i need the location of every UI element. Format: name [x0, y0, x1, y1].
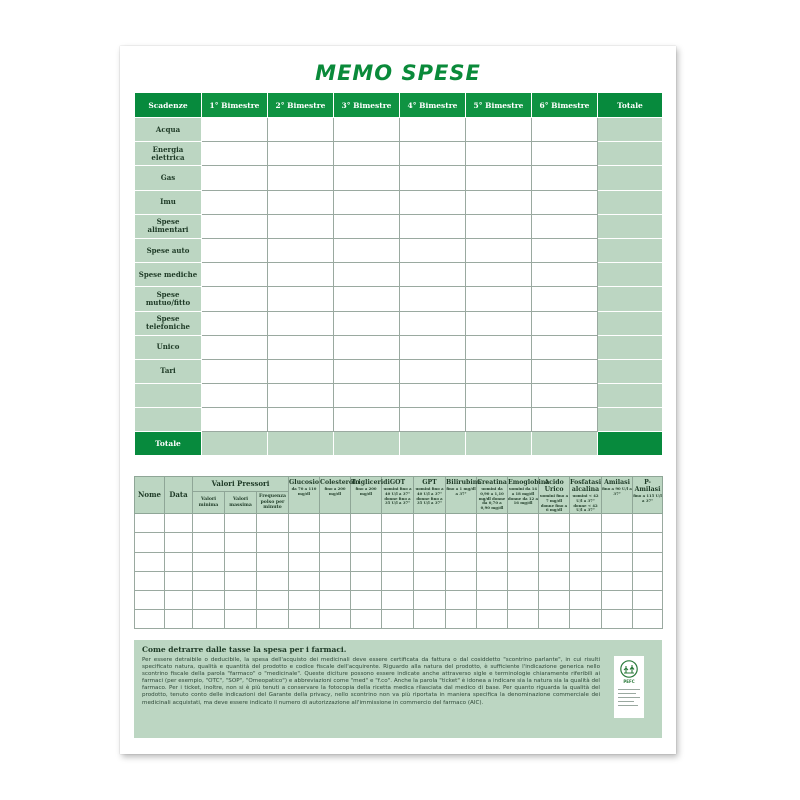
exam-cell[interactable]	[225, 590, 257, 609]
header-pressure-sub: Valori minima	[193, 492, 225, 514]
header-exam-1	[320, 477, 360, 514]
tax-info-box	[134, 640, 662, 738]
bimestre-cell[interactable]	[334, 214, 400, 238]
exam-cell[interactable]	[633, 533, 663, 552]
bimestre-cell[interactable]	[268, 311, 334, 335]
exam-cell[interactable]	[508, 552, 539, 571]
exam-cell[interactable]	[320, 552, 351, 571]
exam-cell[interactable]	[602, 610, 633, 629]
bimestre-cell[interactable]	[202, 263, 268, 287]
exam-cell[interactable]	[602, 514, 633, 533]
bimestre-cell[interactable]	[400, 190, 466, 214]
bimestre-cell[interactable]	[202, 118, 268, 142]
bimestre-cell[interactable]	[334, 118, 400, 142]
total-label: Totale	[135, 432, 202, 456]
bimestre-cell[interactable]	[466, 359, 532, 383]
header-totale: Totale	[598, 93, 663, 118]
bimestre-cell[interactable]	[268, 190, 334, 214]
bimestre-cell[interactable]	[466, 118, 532, 142]
exam-cell[interactable]	[225, 533, 257, 552]
bimestre-cell[interactable]	[334, 263, 400, 287]
exam-name: P-Amilasi	[634, 479, 661, 493]
exam-name: Amilasi	[604, 479, 630, 486]
exam-cell[interactable]	[165, 610, 193, 629]
exam-reference: uomini fino a 40 U/l a 37° donne fino a 35 U/l a 37°	[415, 486, 444, 506]
exam-cell[interactable]	[289, 571, 320, 590]
bimestre-cell[interactable]	[466, 166, 532, 190]
header-bimestre-1: 1° Bimestre	[202, 93, 268, 118]
bimestre-cell[interactable]	[334, 287, 400, 311]
exam-cell[interactable]	[570, 610, 602, 629]
header-exam-9	[570, 477, 602, 514]
exam-reference: uomini fino a 7 mg/dl donne fino a 6 mg/dl	[539, 493, 569, 513]
exam-cell[interactable]	[446, 514, 477, 533]
exams-table	[134, 476, 663, 629]
bimestre-cell[interactable]	[202, 190, 268, 214]
bimestre-cell[interactable]	[532, 142, 598, 166]
exam-cell[interactable]	[320, 571, 351, 590]
exam-cell[interactable]	[508, 514, 539, 533]
exam-cell[interactable]	[602, 552, 633, 571]
bimestre-cell[interactable]	[268, 214, 334, 238]
header-bimestre-2: 2° Bimestre	[268, 93, 334, 118]
exam-cell[interactable]	[446, 590, 477, 609]
expense-row	[135, 384, 663, 408]
info-body: Per essere detraibile o deducibile, la spesa dell'acquisto dei medicinali deve essere certificata da fattura o dal cosiddetto "scontrino parlante", in cui risulti specificato natura, qualità e quantità del prodotto e codice fiscale dell'acquirente. Riguardo alla natura del prodotto, è sufficiente l'indicazione generica nello scontrino fiscale della parola "farmaco" o "medicinale". Queste diciture possono essere indicate anche attraverso sigle e terminologie chiaramente riferibili ai farmaci (per esempio, "OTC", "SOP", "Omeopatico") e abbreviazioni come "med" e "f.co". Anche la parola "ticket" è idonea a indicare sia la natura sia la qualità del farmaco. Per i ticket, inoltre, non si è più tenuti a conservare la fotocopia della ricetta medica rilasciata dal medico di base. Per quanto riguarda la qualità del prodotto, tenuto conto delle indicazioni del Garante della privacy, nello scontrino non va più riportata in maniera specifica la denominazione commerciale dei medicinali acquistati, ma deve essere indicato il numero di autorizzazione all'immissione in commercio del farmaco (AIC).	[142, 657, 600, 706]
exam-cell[interactable]	[135, 610, 165, 629]
row-total-cell	[598, 263, 663, 287]
header-pressure-sub: Frequenza polso per minuto	[257, 492, 289, 514]
pefc-logo-box	[614, 656, 644, 718]
exam-cell[interactable]	[382, 552, 414, 571]
exam-cell[interactable]	[414, 590, 446, 609]
exam-name: GPT	[422, 479, 437, 486]
bimestre-cell[interactable]	[532, 166, 598, 190]
bimestre-cell[interactable]	[202, 384, 268, 408]
exam-cell[interactable]	[508, 610, 539, 629]
exam-cell[interactable]	[289, 610, 320, 629]
header-exam-4	[414, 477, 446, 514]
exam-cell[interactable]	[193, 571, 225, 590]
memo-sheet	[120, 46, 676, 754]
exam-cell[interactable]	[508, 571, 539, 590]
bimestre-cell[interactable]	[400, 359, 466, 383]
exam-cell[interactable]	[351, 590, 382, 609]
bimestre-cell[interactable]	[268, 359, 334, 383]
header-bimestre-3: 3° Bimestre	[334, 93, 400, 118]
expense-row	[135, 408, 663, 432]
exam-row	[135, 610, 663, 629]
expense-label: Spese auto	[135, 238, 202, 262]
exam-cell[interactable]	[289, 514, 320, 533]
exam-cell[interactable]	[382, 590, 414, 609]
exam-cell[interactable]	[633, 590, 663, 609]
expense-row	[135, 263, 663, 287]
exam-cell[interactable]	[320, 533, 351, 552]
header-bimestre-4: 4° Bimestre	[400, 93, 466, 118]
bimestre-cell[interactable]	[532, 359, 598, 383]
exam-cell[interactable]	[446, 533, 477, 552]
bimestre-cell[interactable]	[532, 335, 598, 359]
pefc-trees-icon	[620, 660, 638, 678]
bimestre-cell[interactable]	[400, 263, 466, 287]
bimestre-cell[interactable]	[532, 118, 598, 142]
bimestre-cell[interactable]	[268, 238, 334, 262]
bimestre-cell[interactable]	[466, 214, 532, 238]
bimestre-cell[interactable]	[334, 335, 400, 359]
exam-cell[interactable]	[225, 610, 257, 629]
expense-row	[135, 287, 663, 311]
exam-cell[interactable]	[539, 514, 570, 533]
exam-cell[interactable]	[446, 571, 477, 590]
expense-label: Energia elettrica	[135, 142, 202, 166]
bimestre-cell[interactable]	[532, 287, 598, 311]
bimestre-cell[interactable]	[400, 166, 466, 190]
row-total-cell	[598, 142, 663, 166]
exam-name: Emoglobina	[508, 479, 550, 486]
exam-cell[interactable]	[477, 610, 508, 629]
bimestre-cell[interactable]	[334, 238, 400, 262]
bimestre-cell[interactable]	[202, 238, 268, 262]
bimestre-cell[interactable]	[334, 190, 400, 214]
expense-label: Acqua	[135, 118, 202, 142]
expenses-table	[134, 92, 663, 456]
exam-cell[interactable]	[382, 610, 414, 629]
expense-label: Imu	[135, 190, 202, 214]
bimestre-cell[interactable]	[466, 142, 532, 166]
bimestre-cell[interactable]	[268, 166, 334, 190]
bimestre-cell[interactable]	[400, 214, 466, 238]
bimestre-cell[interactable]	[202, 311, 268, 335]
expense-row	[135, 142, 663, 166]
bimestre-cell[interactable]	[466, 238, 532, 262]
row-total-cell	[598, 214, 663, 238]
exams-header-row	[135, 477, 663, 492]
exam-name: Creatina	[477, 479, 507, 486]
bimestre-cell[interactable]	[466, 311, 532, 335]
bimestre-cell[interactable]	[202, 408, 268, 432]
bimestre-cell[interactable]	[532, 384, 598, 408]
exam-cell[interactable]	[633, 514, 663, 533]
exam-cell[interactable]	[633, 610, 663, 629]
exam-cell[interactable]	[508, 590, 539, 609]
exam-reference: da 70 a 110 mg/dl	[291, 486, 317, 496]
exam-cell[interactable]	[602, 571, 633, 590]
bimestre-cell[interactable]	[532, 214, 598, 238]
bimestre-cell[interactable]	[202, 142, 268, 166]
row-total-cell	[598, 118, 663, 142]
exam-cell[interactable]	[225, 571, 257, 590]
exam-cell[interactable]	[382, 571, 414, 590]
bimestre-cell[interactable]	[400, 335, 466, 359]
exam-cell[interactable]	[477, 533, 508, 552]
expense-row	[135, 359, 663, 383]
exam-cell[interactable]	[570, 533, 602, 552]
exam-cell[interactable]	[225, 514, 257, 533]
exam-cell[interactable]	[633, 552, 663, 571]
exam-cell[interactable]	[414, 571, 446, 590]
exam-reference: uomini fino a 40 U/l a 37° donne fino a 35 U/l a 37°	[383, 486, 412, 506]
exam-cell[interactable]	[320, 590, 351, 609]
bimestre-cell[interactable]	[400, 287, 466, 311]
exam-cell[interactable]	[477, 590, 508, 609]
exam-cell[interactable]	[289, 590, 320, 609]
row-total-cell	[598, 335, 663, 359]
expense-label: Spese telefoniche	[135, 311, 202, 335]
bimestre-total-cell	[268, 432, 334, 456]
bimestre-cell[interactable]	[268, 384, 334, 408]
bimestre-cell[interactable]	[268, 408, 334, 432]
bimestre-cell[interactable]	[532, 311, 598, 335]
pefc-label: PEFC	[623, 679, 635, 684]
exam-cell[interactable]	[508, 533, 539, 552]
header-exam-6	[477, 477, 508, 514]
bimestre-cell[interactable]	[334, 408, 400, 432]
exam-cell[interactable]	[570, 571, 602, 590]
bimestre-cell[interactable]	[202, 214, 268, 238]
exam-cell[interactable]	[539, 552, 570, 571]
exam-cell[interactable]	[257, 514, 289, 533]
exam-row	[135, 571, 663, 590]
header-nome: Nome	[135, 477, 165, 514]
exam-cell[interactable]	[135, 533, 165, 552]
bimestre-cell[interactable]	[334, 384, 400, 408]
exam-cell[interactable]	[289, 552, 320, 571]
header-bimestre-5: 5° Bimestre	[466, 93, 532, 118]
header-data: Data	[165, 477, 193, 514]
bimestre-cell[interactable]	[202, 335, 268, 359]
exam-cell[interactable]	[135, 571, 165, 590]
bimestre-cell[interactable]	[400, 238, 466, 262]
exam-cell[interactable]	[539, 571, 570, 590]
bimestre-total-cell	[202, 432, 268, 456]
exam-reference: fino a 200 mg/dl	[355, 486, 377, 496]
exam-cell[interactable]	[414, 533, 446, 552]
bimestre-cell[interactable]	[466, 335, 532, 359]
exam-name: Trigliceridi	[351, 479, 390, 486]
expense-label: Spese alimentari	[135, 214, 202, 238]
bimestre-cell[interactable]	[268, 142, 334, 166]
bimestre-cell[interactable]	[334, 142, 400, 166]
header-exam-10	[602, 477, 633, 514]
exam-cell[interactable]	[165, 533, 193, 552]
exam-cell[interactable]	[165, 571, 193, 590]
exam-name: Acido Urico	[544, 479, 564, 493]
bimestre-cell[interactable]	[532, 408, 598, 432]
row-total-cell	[598, 408, 663, 432]
exam-cell[interactable]	[193, 533, 225, 552]
bimestre-cell[interactable]	[466, 190, 532, 214]
bimestre-cell[interactable]	[532, 238, 598, 262]
exam-cell[interactable]	[320, 514, 351, 533]
exam-row	[135, 514, 663, 533]
header-scadenze: Scadenze	[135, 93, 202, 118]
row-total-cell	[598, 166, 663, 190]
exam-cell[interactable]	[570, 590, 602, 609]
exam-cell[interactable]	[570, 552, 602, 571]
exam-cell[interactable]	[193, 552, 225, 571]
exam-cell[interactable]	[351, 571, 382, 590]
exam-cell[interactable]	[602, 590, 633, 609]
bimestre-cell[interactable]	[400, 408, 466, 432]
exam-cell[interactable]	[193, 590, 225, 609]
exam-cell[interactable]	[570, 514, 602, 533]
bimestre-total-cell	[532, 432, 598, 456]
bimestre-cell[interactable]	[466, 384, 532, 408]
expense-row	[135, 238, 663, 262]
bimestre-cell[interactable]	[334, 166, 400, 190]
bimestre-cell[interactable]	[268, 263, 334, 287]
exam-cell[interactable]	[477, 571, 508, 590]
header-exam-7	[508, 477, 550, 514]
exam-name: GOT	[389, 479, 406, 486]
bimestre-cell[interactable]	[532, 263, 598, 287]
exam-reference: uomini < 42 U/l a 37° donne < 42 U/l a 37°	[572, 493, 599, 513]
exam-cell[interactable]	[320, 610, 351, 629]
exam-cell[interactable]	[351, 533, 382, 552]
grand-total-cell	[598, 432, 663, 456]
expense-row	[135, 166, 663, 190]
exam-cell[interactable]	[382, 514, 414, 533]
exam-cell[interactable]	[539, 590, 570, 609]
exam-reference: uomini da 0,90 a 1,10 mg/dl donne da 0,70 a 0,90 mg/dl	[478, 486, 506, 511]
exam-cell[interactable]	[257, 533, 289, 552]
bimestre-total-cell	[466, 432, 532, 456]
header-exam-8	[539, 477, 570, 514]
exam-cell[interactable]	[414, 552, 446, 571]
bimestre-cell[interactable]	[400, 384, 466, 408]
bimestre-total-cell	[334, 432, 400, 456]
exam-cell[interactable]	[477, 514, 508, 533]
exam-cell[interactable]	[539, 533, 570, 552]
bimestre-cell[interactable]	[202, 359, 268, 383]
info-title: Come detrarre dalle tasse la spesa per i farmaci.	[142, 645, 347, 654]
bimestre-cell[interactable]	[532, 190, 598, 214]
exam-cell[interactable]	[351, 552, 382, 571]
expense-label: Tari	[135, 359, 202, 383]
expense-row	[135, 214, 663, 238]
row-total-cell	[598, 359, 663, 383]
exam-cell[interactable]	[193, 610, 225, 629]
exam-name: Fosfatasi alcalina	[570, 479, 602, 493]
exam-reference: fino a 115 U/l a 37°	[633, 493, 662, 503]
exam-row	[135, 552, 663, 571]
expenses-header-row	[135, 93, 663, 118]
bimestre-cell[interactable]	[400, 118, 466, 142]
expense-label: Spese mediche	[135, 263, 202, 287]
exam-cell[interactable]	[165, 590, 193, 609]
exam-cell[interactable]	[351, 514, 382, 533]
exam-reference: fino a 90 U/l a 37°	[602, 486, 632, 496]
bimestre-cell[interactable]	[268, 287, 334, 311]
exam-cell[interactable]	[257, 552, 289, 571]
exam-cell[interactable]	[602, 533, 633, 552]
exam-cell[interactable]	[446, 610, 477, 629]
header-bimestre-6: 6° Bimestre	[532, 93, 598, 118]
row-total-cell	[598, 190, 663, 214]
exam-cell[interactable]	[225, 552, 257, 571]
exam-cell[interactable]	[257, 590, 289, 609]
bimestre-cell[interactable]	[400, 142, 466, 166]
exam-reference: fino a 200 mg/dl	[324, 486, 346, 496]
expense-label: Gas	[135, 166, 202, 190]
row-total-cell	[598, 238, 663, 262]
exam-cell[interactable]	[135, 590, 165, 609]
bimestre-cell[interactable]	[268, 118, 334, 142]
header-exam-5	[446, 477, 482, 514]
row-total-cell	[598, 311, 663, 335]
row-total-cell	[598, 384, 663, 408]
bimestre-cell[interactable]	[466, 263, 532, 287]
expense-row	[135, 118, 663, 142]
header-exam-0	[289, 477, 320, 514]
exam-row	[135, 533, 663, 552]
exam-cell[interactable]	[257, 610, 289, 629]
bimestre-cell[interactable]	[268, 335, 334, 359]
exam-cell[interactable]	[382, 533, 414, 552]
bimestre-cell[interactable]	[334, 359, 400, 383]
exam-name: Bilirubina	[446, 479, 482, 486]
exam-cell[interactable]	[414, 610, 446, 629]
exam-cell[interactable]	[165, 514, 193, 533]
expense-row	[135, 311, 663, 335]
bimestre-cell[interactable]	[400, 311, 466, 335]
header-exam-11	[633, 477, 663, 514]
exam-cell[interactable]	[633, 571, 663, 590]
exam-cell[interactable]	[414, 514, 446, 533]
exam-cell[interactable]	[193, 514, 225, 533]
expense-label	[135, 384, 202, 408]
exam-cell[interactable]	[477, 552, 508, 571]
bimestre-total-cell	[400, 432, 466, 456]
exam-cell[interactable]	[165, 552, 193, 571]
exam-name: Colesterolo	[320, 479, 360, 486]
exam-reference: fino a 1 mg/dl a 37°	[446, 486, 476, 496]
expense-row	[135, 335, 663, 359]
exam-cell[interactable]	[289, 533, 320, 552]
page-title: MEMO SPESE	[315, 61, 481, 85]
expense-label	[135, 408, 202, 432]
exam-name: Glucosio	[289, 479, 320, 486]
exam-cell[interactable]	[257, 571, 289, 590]
expense-label: Spese mutuo/fitto	[135, 287, 202, 311]
bimestre-cell[interactable]	[466, 287, 532, 311]
exam-cell[interactable]	[351, 610, 382, 629]
header-exam-2	[351, 477, 390, 514]
row-total-cell	[598, 287, 663, 311]
bimestre-cell[interactable]	[202, 166, 268, 190]
bimestre-cell[interactable]	[466, 408, 532, 432]
exam-cell[interactable]	[539, 610, 570, 629]
expense-row	[135, 190, 663, 214]
header-valori-pressori: Valori Pressori	[193, 477, 289, 492]
exam-cell[interactable]	[446, 552, 477, 571]
exam-row	[135, 590, 663, 609]
exam-cell[interactable]	[135, 552, 165, 571]
exam-cell[interactable]	[135, 514, 165, 533]
total-row	[135, 432, 663, 456]
exam-reference: uomini da 14 a 18 mg/dl donne da 12 a 16 mg/dl	[508, 486, 538, 506]
bimestre-cell[interactable]	[202, 287, 268, 311]
header-pressure-sub: Valori massima	[225, 492, 257, 514]
bimestre-cell[interactable]	[334, 311, 400, 335]
expense-label: Unico	[135, 335, 202, 359]
